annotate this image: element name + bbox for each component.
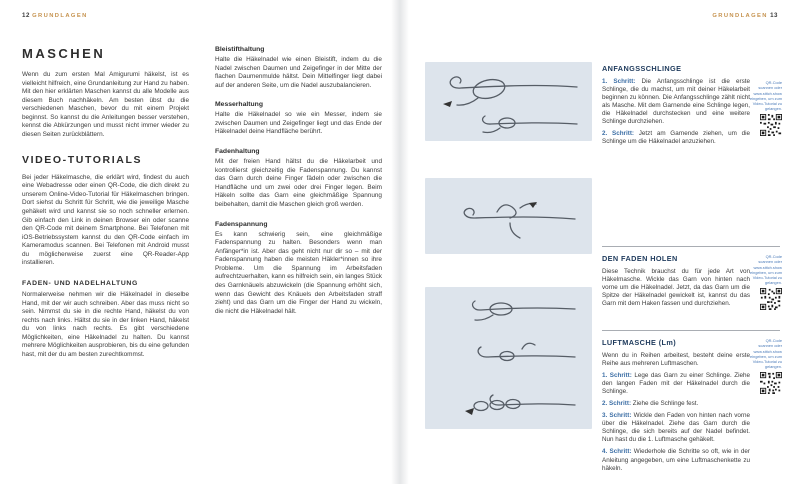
qr-code-icon [760,372,782,394]
step-label: 1. Schritt: [602,78,636,85]
step-label: 2. Schritt: [602,400,632,408]
step-label: 1. Schritt: [602,372,632,380]
step-text: Wickle den Faden von hinten nach vorne über die Häkelnadel. Ziehe das Garn durch die Schlinge, die sich bereits auf der Nadel befindet. Nun hast du die 1. Luftmasche gehäkelt. [602,412,750,444]
step-text: Die Anfangsschlinge ist die erste Schlinge, die du machst, um mit deiner Häkelarbeit beginnen zu können. Die Anfangsschlinge zählt nicht als Masche. Mit dem Garnende eine Schlinge legen, die Häkelnadel durchstecken und eine weitere Schlinge durchziehen. [602,78,750,126]
section-title: LUFTMASCHE (Lm) [602,338,677,347]
section-title: ANFANGSSCHLINGE [602,64,682,73]
step-text: Lege das Garn zu einer Schlinge. Ziehe den langen Faden mit der Häkelnadel durch die Schlinge. [602,372,750,396]
arrow-icon [443,101,452,107]
holding-paragraph: Normalerweise nehmen wir die Häkelnadel in dieselbe Hand, mit der wir auch schreiben. Aber das muss nicht so sein. Nimmst du sie in die rechte Hand, häkelst du von rechts nach links. Hältst du sie in der linken Hand, häkelst du von links nach rechts. Es gibt verschiedene Möglichkeiten, eine Häkelnadel zu halten. Du kannst mehrere Möglichkeiten ausprobieren, bis du eine gefunden hast, mit der du am besten zurechtkommst. [22,290,189,359]
left-page-number: 12 [22,12,30,19]
step-text: Diese Technik brauchst du für jede Art von Häkelmasche. Wickle das Garn von hinten nach vorne um die Häkelnadel. Jetzt, da das Garn um die Spitze der Häkelnadel gewickelt ist, kannst du das Garn mit dem Haken fassen und durchziehen. [602,268,750,308]
technique-yarn-hold [215,148,382,209]
video-tutorials-heading: VIDEO-TUTORIALS [22,153,143,166]
step-paragraph [602,130,750,146]
step-paragraph [602,268,750,308]
step-label: 4. Schritt: [602,448,632,456]
section-title: DEN FADEN HOLEN [602,254,678,263]
step-text: Ziehe die Schlinge fest. [632,400,699,408]
holding-heading: FADEN- UND NADELHALTUNG [22,279,139,287]
step-paragraph [602,372,750,396]
step-text: Jetzt am Garnende ziehen, um die Schlinge um die Häkelnadel anzuziehen. [602,130,750,146]
illustration-box-chain-stitch [425,287,592,429]
right-page-header [712,12,778,19]
qr-code-icon [760,288,782,310]
left-page-columns [0,0,400,366]
chapter-title: MASCHEN [22,46,106,61]
left-column-2 [215,46,382,366]
section-luftmasche [602,338,750,477]
qr-caption: QR-Code scannen oder www.stitch.show eingeben, um zum Video-Tutorial zu gelangen. [750,338,783,370]
step-paragraph [602,448,750,472]
slip-knot-illustration [425,62,592,141]
arrow-icon [465,408,474,415]
technique-title: Messerhaltung [215,101,263,109]
qr-code-icon [760,114,782,136]
technique-pencil-hold [215,46,382,90]
technique-title: Fadenspannung [215,220,268,228]
right-page-number: 13 [770,12,778,19]
qr-block-anfangsschlinge [750,80,782,136]
step-paragraph [602,78,750,126]
section-anfangsschlinge [602,64,750,150]
left-column-1 [22,46,189,366]
chapter-intro-paragraph: Wenn du zum ersten Mal Amigurumi häkelst, ist es vielleicht hilfreich, eine Grundanleitung zur Hand zu haben. Mit den hier erklärten Maschen kannst du alle Modelle aus diesem Buch nachhäkeln. Am besten übst du die verschiedenen Maschen, bevor du mit einem Projekt beginnst. So kannst du die Anleitungen besser verstehen, kennst die Abkürzungen und musst nicht immer wieder zu diesen Seiten zurückblättern. [22,71,189,139]
page-right [400,0,800,484]
chain-stitch-illustration [425,287,592,429]
technique-knife-hold [215,101,382,137]
technique-text: Es kann schwierig sein, eine gleichmäßige Fadenspannung zu halten. Besonders wenn man Anfänger*in ist. Aber das geht nicht nur dir so – mit der Fadenspannung haben die meisten Häkler*innen so ihre Probleme. Um die Spannung im Arbeitsfaden aufrechtzuerhalten, kann es hilfreich sein, ein langes Stück des Garnknäuels abzuwickeln (die Spannung erhöht sich, wenn das Gewicht des Knäuels den Arbeitsfaden straff zieht) und das Garn um die Finger der Hand zu wickeln, die nicht die Häkelnadel hält. [215,230,382,315]
step-paragraph [602,412,750,444]
section-divider [602,246,780,247]
right-section-label: GRUNDLAGEN [712,13,768,19]
qr-block-den-faden-holen [750,254,782,310]
section-den-faden-holen [602,254,750,312]
yarn-over-illustration [425,178,592,254]
qr-caption: QR-Code scannen oder www.stitch.show eingeben, um zum Video-Tutorial zu gelangen. [750,254,783,286]
video-tutorials-paragraph: Bei jeder Häkelmasche, die erklärt wird, findest du auch eine Webadresse oder einen QR-Code, die dich direkt zu unserem Online-Video-Tutorial für Häkelmaschen bringen. Dort siehst du Schritt für Schritt, wie die jeweilige Masche gehäkelt wird und kannst sie so noch schneller erlernen. Gib einfach den Link in deinen Browser ein oder scanne den QR-Code mit deinem Smartphone. Bei Telefonen mit iOS-Betriebssystem kannst du den QR-Code einfach im Kameramodus scannen. Bei Telefonen mit Android musst du möglicherweise zuerst eine QR-Reader-App installieren. [22,173,189,267]
technique-title: Fadenhaltung [215,148,260,156]
section-divider [602,330,780,331]
step-label: 3. Schritt: [602,412,632,420]
left-page-header [22,12,88,19]
step-label: 2. Schritt: [602,130,635,138]
step-paragraph [602,352,750,368]
illustration-box-slip-knot [425,62,592,141]
step-text: Wenn du in Reihen arbeitest, besteht deine erste Reihe aus mehreren Luftmaschen. [602,352,750,368]
qr-caption: QR-Code scannen oder www.stitch.show eingeben, um zum Video-Tutorial zu gelangen. [750,80,783,112]
technique-text: Mit der freien Hand hältst du die Häkelarbeit und kontrollierst gleichzeitig die Fadenspannung. Du kannst das Garn durch deine Finger fädeln oder zwischen die Handfläche und um zwei oder drei Finger legen. Beim Häkeln sollte das Garn eine gleichmäßige Spannung beibehalten, damit die Maschen gleich groß werden. [215,158,382,208]
qr-block-luftmasche [750,338,782,394]
left-section-label: GRUNDLAGEN [32,13,88,19]
step-text: Wiederhole die Schritte so oft, wie in der Anleitung angegeben, um eine Luftmaschenkette zu häkeln. [602,448,750,472]
arrow-icon [529,202,537,208]
step-paragraph [602,400,750,408]
technique-yarn-tension [215,221,382,317]
technique-title: Bleistifthaltung [215,46,265,53]
technique-text: Halte die Häkelnadel so wie ein Messer, indem sie zwischen Daumen und Zeigefinger liegt und das Ende der Häkelnadel deine Handfläche berührt. [215,111,382,136]
illustration-box-yarn-over [425,178,592,254]
technique-text: Halte die Häkelnadel wie einen Bleistift, indem du die Nadel zwischen Daumen und Zeigefinger in der Mitte der flachen Daumenmulde hältst. Dein Mittelfinger liegt dabei auf der anderen Seite, um die Nadel auszubalancieren. [215,56,382,89]
